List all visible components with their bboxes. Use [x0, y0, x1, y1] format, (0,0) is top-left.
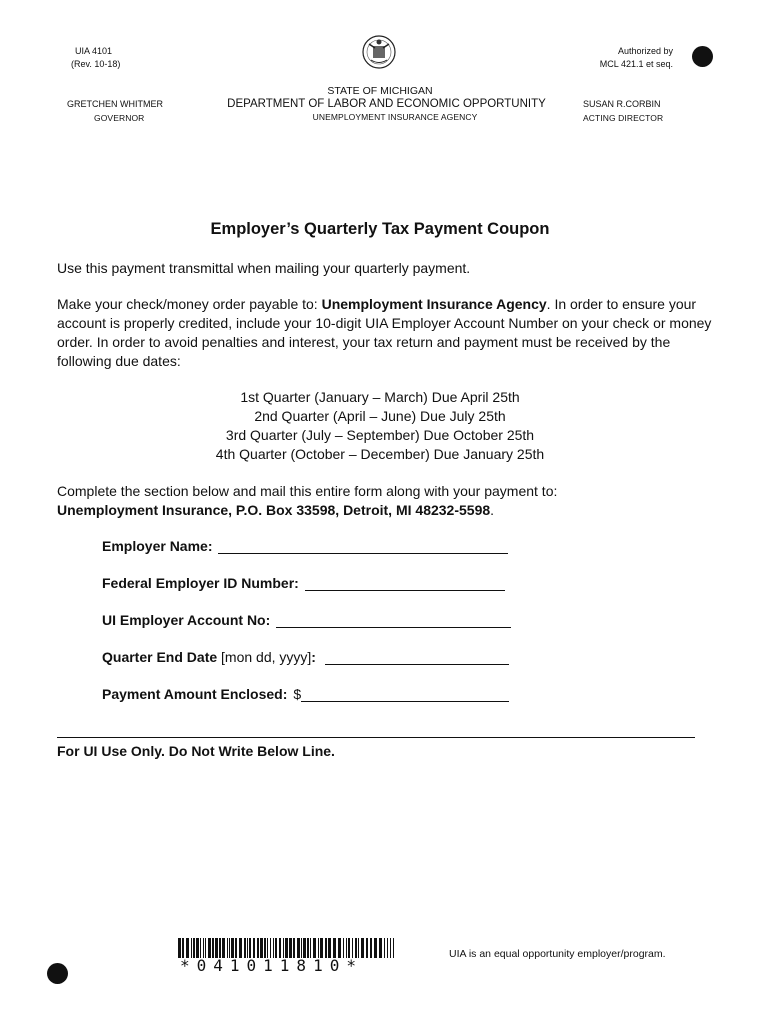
department-name: DEPARTMENT OF LABOR AND ECONOMIC OPPORTUNITY — [227, 98, 546, 110]
due-date-q2: 2nd Quarter (April – June) Due July 25th — [254, 408, 506, 424]
mail-address: Unemployment Insurance, P.O. Box 33598, Detroit, MI 48232-5598 — [57, 502, 491, 518]
barcode-bar — [285, 938, 288, 958]
agency-name: UNEMPLOYMENT INSURANCE AGENCY — [312, 112, 478, 122]
payment-amount-label: Payment Amount Enclosed: — [102, 686, 288, 702]
barcode-bar — [384, 938, 385, 958]
mail-address-line — [57, 501, 717, 520]
intro-text: Use this payment transmittal when mailing your quarterly payment. — [57, 260, 471, 276]
mail-address-period: . — [490, 502, 495, 518]
form-id: UIA 4101 — [75, 46, 113, 56]
barcode-bar — [374, 938, 377, 958]
barcode-bar — [325, 938, 327, 958]
quarter-end-hint: [mon dd, yyyy] — [217, 649, 312, 665]
quarter-end-colon: : — [311, 649, 316, 665]
barcode-bar — [205, 938, 206, 958]
payment-amount-input[interactable] — [301, 686, 509, 702]
barcode-bar — [229, 938, 230, 958]
equal-opportunity-statement: UIA is an equal opportunity employer/program. — [449, 948, 666, 960]
ui-use-only-note: For UI Use Only. Do Not Write Below Line. — [57, 743, 335, 759]
state-name: STATE OF MICHIGAN — [327, 85, 433, 97]
governor-title: GOVERNOR — [94, 113, 145, 123]
registration-mark-icon — [47, 963, 68, 984]
payable-paragraph — [57, 295, 717, 371]
barcode-bar — [348, 938, 350, 958]
due-date-q1: 1st Quarter (January – March) Due April 25th — [240, 389, 520, 405]
barcode-bar — [343, 938, 344, 958]
registration-mark-icon — [692, 46, 713, 67]
barcode-bar — [215, 938, 218, 958]
barcode-bar — [264, 938, 266, 958]
barcode — [178, 938, 398, 958]
quarter-end-label: Quarter End Date — [102, 649, 218, 665]
employer-name-field — [102, 538, 508, 554]
due-dates-list — [0, 388, 760, 464]
barcode-bar — [239, 938, 242, 958]
barcode-bar — [267, 938, 268, 958]
ui-account-label: UI Employer Account No: — [102, 612, 271, 628]
barcode-bar — [366, 938, 368, 958]
barcode-bar — [196, 938, 199, 958]
payable-prefix: Make your check/money order payable to: — [57, 296, 322, 312]
federal-id-field — [102, 575, 505, 591]
barcode-bar — [247, 938, 248, 958]
page-title: Employer’s Quarterly Tax Payment Coupon — [210, 220, 550, 238]
barcode-bar — [191, 938, 192, 958]
due-date-q3: 3rd Quarter (July – September) Due October 25th — [225, 427, 535, 443]
barcode-bar — [387, 938, 388, 958]
barcode-bar — [310, 938, 311, 958]
barcode-bar — [279, 938, 281, 958]
barcode-bar — [219, 938, 221, 958]
barcode-bar — [358, 938, 359, 958]
barcode-bar — [244, 938, 246, 958]
barcode-bar — [235, 938, 237, 958]
barcode-bar — [393, 938, 394, 958]
ui-account-field — [102, 612, 511, 628]
employer-name-label: Employer Name: — [102, 538, 213, 554]
barcode-bar — [361, 938, 364, 958]
cut-line — [57, 737, 695, 738]
payment-amount-field — [102, 686, 509, 702]
barcode-number: *041011810* — [180, 956, 363, 975]
federal-id-label: Federal Employer ID Number: — [102, 575, 299, 591]
michigan-state-seal-icon — [361, 34, 397, 75]
barcode-bar — [283, 938, 284, 958]
barcode-bar — [273, 938, 274, 958]
federal-id-input[interactable] — [305, 575, 505, 591]
barcode-bar — [227, 938, 228, 958]
barcode-bar — [318, 938, 319, 958]
barcode-bar — [352, 938, 353, 958]
authorized-by: Authorized by — [617, 46, 673, 56]
barcode-bar — [370, 938, 372, 958]
barcode-bar — [275, 938, 277, 958]
mail-instruction: Complete the section below and mail this entire form along with your payment to: — [57, 483, 558, 499]
barcode-bar — [289, 938, 292, 958]
barcode-bar — [379, 938, 382, 958]
barcode-bar — [297, 938, 300, 958]
barcode-bar — [320, 938, 323, 958]
quarter-end-input[interactable] — [325, 649, 509, 665]
barcode-bar — [186, 938, 189, 958]
barcode-bar — [231, 938, 234, 958]
payee-name: Unemployment Insurance Agency — [321, 296, 547, 312]
payable-suffix: . In order to ensure your account is properly credited, include your 10-digit UIA Employer Account Number on your check or money order. In order to avoid penalties and interest, your tax return and payment must be received by the following due dates: — [57, 296, 712, 369]
barcode-bar — [313, 938, 316, 958]
barcode-bar — [303, 938, 306, 958]
barcode-bar — [307, 938, 309, 958]
barcode-bar — [390, 938, 391, 958]
barcode-bar — [293, 938, 295, 958]
governor-name: GRETCHEN WHITMER — [67, 99, 163, 109]
barcode-bar — [301, 938, 302, 958]
barcode-bar — [338, 938, 341, 958]
barcode-bar — [249, 938, 251, 958]
barcode-bar — [203, 938, 204, 958]
authorized-statute: MCL 421.1 et seq. — [599, 59, 673, 69]
barcode-bar — [270, 938, 271, 958]
barcode-bar — [333, 938, 336, 958]
barcode-bar — [200, 938, 201, 958]
quarter-end-field — [102, 649, 509, 665]
director-name: SUSAN R.CORBIN — [583, 99, 661, 109]
barcode-bar — [257, 938, 259, 958]
ui-account-input[interactable] — [276, 612, 511, 628]
barcode-bar — [355, 938, 357, 958]
director-title: ACTING DIRECTOR — [583, 113, 664, 123]
barcode-bar — [328, 938, 331, 958]
barcode-bar — [260, 938, 263, 958]
due-date-q4: 4th Quarter (October – December) Due January 25th — [215, 446, 545, 462]
barcode-bar — [212, 938, 214, 958]
employer-name-input[interactable] — [218, 538, 508, 554]
barcode-bar — [208, 938, 211, 958]
currency-symbol: $ — [293, 686, 302, 702]
barcode-bar — [178, 938, 181, 958]
barcode-bar — [182, 938, 184, 958]
barcode-bar — [346, 938, 347, 958]
form-revision: (Rev. 10-18) — [71, 59, 121, 69]
barcode-bar — [253, 938, 255, 958]
barcode-bar — [193, 938, 195, 958]
barcode-bar — [222, 938, 225, 958]
